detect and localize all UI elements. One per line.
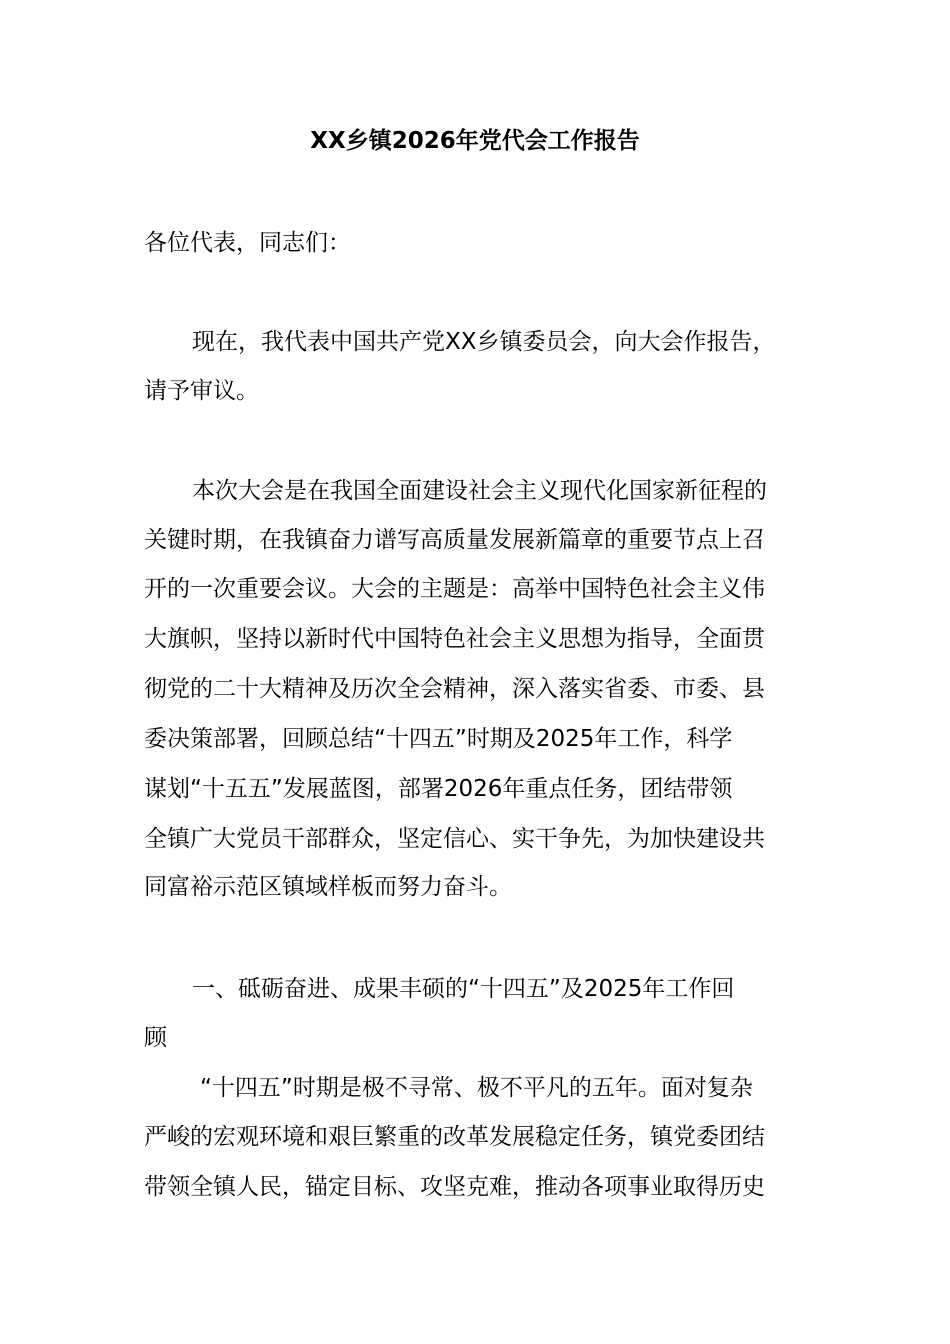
document-title: XX乡镇2026年党代会工作报告	[310, 128, 640, 154]
section-1-body-line-3: 带领全镇人民，锚定目标、攻坚克难，推动各项事业取得历史	[144, 1174, 765, 1200]
paragraph-opening-line-1: 现在，我代表中国共产党XX乡镇委员会，向大会作报告，	[192, 329, 776, 355]
section-1-heading-line-1: 一、砥砺奋进、成果丰硕的“十四五”及2025年工作回	[192, 976, 735, 1002]
paragraph-theme-line-4: 大旗帜，坚持以新时代中国特色社会主义思想为指导，全面贯	[144, 626, 765, 652]
paragraph-theme-line-3: 开的一次重要会议。大会的主题是：高举中国特色社会主义伟	[144, 576, 765, 602]
paragraph-theme-line-5: 彻党的二十大精神及历次全会精神，深入落实省委、市委、县	[144, 676, 765, 702]
section-1-heading-line-2: 顾	[144, 1025, 167, 1051]
paragraph-opening-line-2: 请予审议。	[144, 378, 259, 404]
section-1-body-line-1: “十四五”时期是极不寻常、极不平凡的五年。面对复杂	[200, 1075, 753, 1101]
paragraph-theme-line-6: 委决策部署，回顾总结“十四五”时期及2025年工作，科学	[144, 726, 733, 752]
paragraph-theme-line-1: 本次大会是在我国全面建设社会主义现代化国家新征程的	[192, 478, 767, 504]
salutation: 各位代表，同志们：	[144, 230, 351, 256]
paragraph-theme-line-7: 谋划“十五五”发展蓝图，部署2026年重点任务，团结带领	[144, 776, 733, 802]
paragraph-theme-line-8: 全镇广大党员干部群众，坚定信心、实干争先，为加快建设共	[144, 826, 765, 852]
section-1-body-line-2: 严峻的宏观环境和艰巨繁重的改革发展稳定任务，镇党委团结	[144, 1124, 765, 1150]
paragraph-theme-line-2: 关键时期，在我镇奋力谱写高质量发展新篇章的重要节点上召	[144, 527, 765, 553]
paragraph-theme-line-9: 同富裕示范区镇域样板而努力奋斗。	[144, 874, 512, 900]
